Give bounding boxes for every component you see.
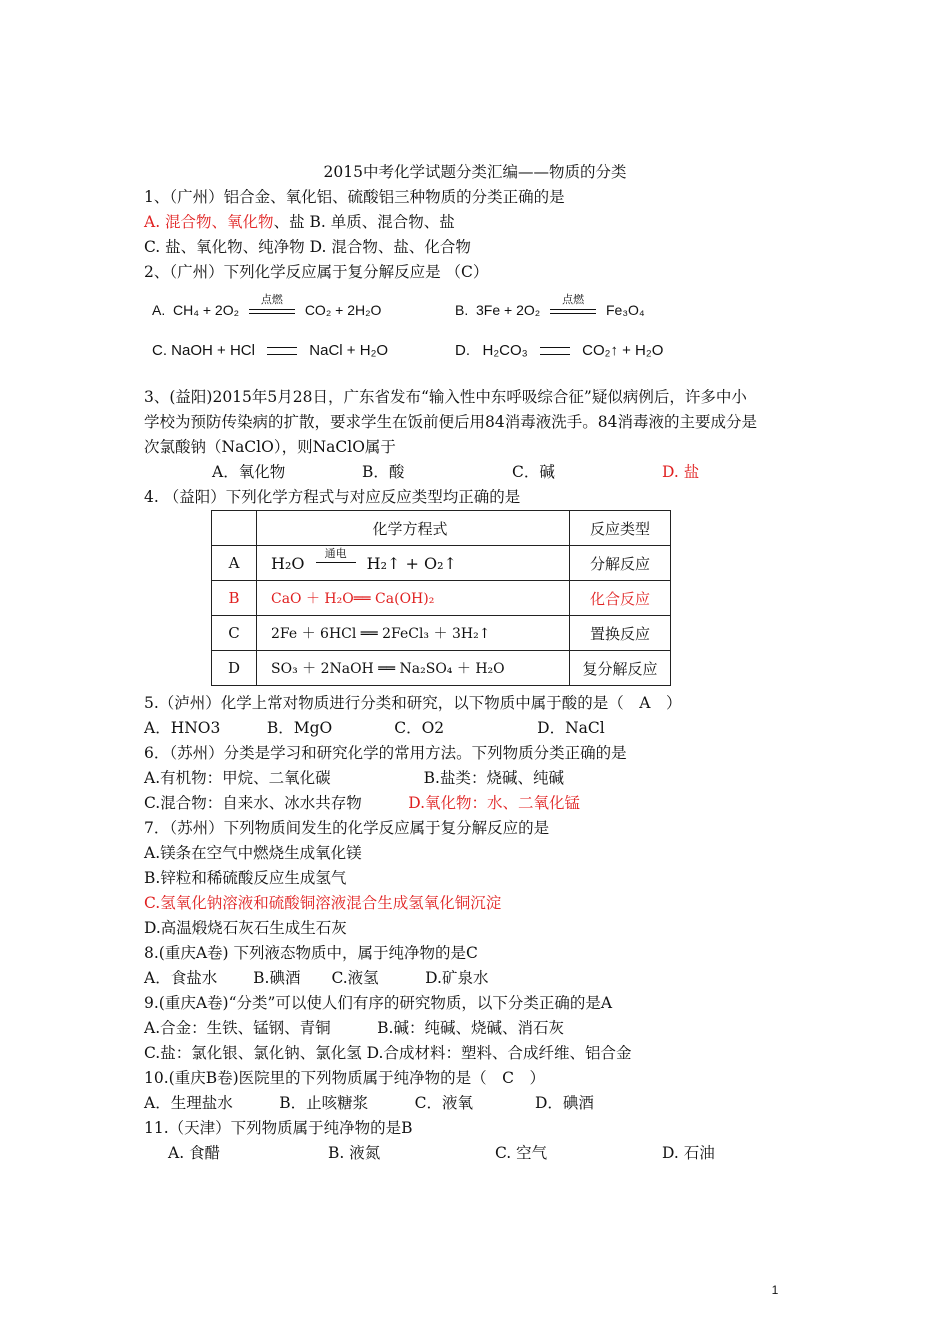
q1-stem: 1、（广州）铝合金、氧化铝、硫酸铝三种物质的分类正确的是 [144, 188, 565, 206]
q11-option-c: C. 空气 [495, 1144, 548, 1162]
q11-stem: 11.（天津）下列物质属于纯净物的是B [144, 1119, 413, 1137]
q2-c-left: NaOH + HCl [171, 342, 255, 359]
row-type: 置换反应 [570, 616, 671, 651]
table-row [212, 616, 671, 651]
q2-a-left: CH₄ + 2O₂ [173, 302, 240, 318]
q2-c-equals [267, 347, 297, 355]
q6-stem: 6．（苏州）分类是学习和研究化学的常用方法。下列物质分类正确的是 [144, 744, 627, 762]
table-header-type: 反应类型 [570, 511, 671, 546]
page-title: 2015中考化学试题分类汇编——物质的分类 [323, 163, 627, 181]
row-equation: 2Fe ＋ 6HCl ══ 2FeCl₃ ＋ 3H₂↑ [257, 616, 570, 651]
row-type: 复分解反应 [570, 651, 671, 686]
q2-d-left: H₂CO₃ [482, 342, 528, 359]
q8-options: A．食盐水 B.碘酒 C.液氢 D.矿泉水 [144, 969, 489, 987]
q2-a-equals [249, 293, 295, 319]
q6-options-line2 [144, 793, 580, 813]
row-a-equals [316, 547, 356, 572]
q9-options-line2: C.盐：氯化银、氯化钠、氯化氢 D.合成材料：塑料、合成纤维、铝合金 [144, 1044, 632, 1062]
q3-option-c: C．碱 [512, 463, 555, 481]
q3-line1: 3、(益阳)2015年5月28日，广东省发布“输入性中东呼吸综合征”疑似病例后，许多中小 [144, 388, 747, 406]
q3-option-d: D. 盐 [662, 463, 700, 481]
q4-table [211, 510, 671, 686]
row-key: B [212, 581, 257, 616]
q3-line2: 学校为预防传染病的扩散，要求学生在饭前便后用84消毒液洗手。84消毒液的主要成分是 [144, 413, 757, 431]
q2-option-b [455, 293, 645, 319]
q2-b-equals [550, 293, 596, 319]
table-row [212, 651, 671, 686]
q4-stem: 4. （益阳）下列化学方程式与对应反应类型均正确的是 [144, 488, 521, 506]
q6-answer-d: D.氧化物：水、二氧化锰 [408, 794, 581, 812]
q2-option-c [152, 342, 388, 359]
q2-d-label: D. [455, 342, 470, 359]
row-key: D [212, 651, 257, 686]
row-equation: CaO ＋ H₂O══ Ca(OH)₂ [257, 581, 570, 616]
row-a-left: H₂O [271, 553, 305, 573]
q7-option-a: A.镁条在空气中燃烧生成氧化镁 [144, 844, 362, 862]
q2-option-a [152, 293, 382, 319]
q2-b-left: 3Fe + 2O₂ [476, 302, 541, 318]
row-type: 分解反应 [570, 546, 671, 581]
q5-stem: 5.（泸州）化学上常对物质进行分类和研究，以下物质中属于酸的是（ A ） [144, 694, 682, 712]
q7-stem: 7．（苏州）下列物质间发生的化学反应属于复分解反应的是 [144, 819, 550, 837]
row-key: A [212, 546, 257, 581]
q6-options-cd: C.混合物：自来水、冰水共存物 [144, 794, 409, 812]
row-a-right: H₂↑ + O₂↑ [366, 553, 457, 573]
q7-option-b: B.锌粒和稀硫酸反应生成氢气 [144, 869, 347, 887]
q2-option-d [455, 342, 663, 359]
row-type: 化合反应 [570, 581, 671, 616]
table-header-equation: 化学方程式 [257, 511, 570, 546]
q2-b-condition: 点燃 [562, 293, 585, 307]
q2-a-condition: 点燃 [260, 293, 283, 307]
row-key: C [212, 616, 257, 651]
q1-options-rest: 、盐 B. 单质、混合物、盐 [273, 213, 455, 231]
q10-stem: 10.(重庆B卷)医院里的下列物质属于纯净物的是（ C ） [144, 1069, 545, 1087]
q11-option-d: D. 石油 [662, 1144, 715, 1162]
q3-option-b: B．酸 [362, 463, 405, 481]
q2-stem: 2、（广州）下列化学反应属于复分解反应是 （C） [144, 263, 489, 281]
q9-stem: 9.(重庆A卷)“分类”可以使人们有序的研究物质，以下分类正确的是A [144, 994, 613, 1012]
q7-option-c: C.氢氧化钠溶液和硫酸铜溶液混合生成氢氧化铜沉淀 [144, 894, 502, 912]
row-a-condition: 通电 [324, 547, 347, 560]
q2-d-equals [540, 347, 570, 355]
q2-a-label: A. [152, 302, 166, 318]
q2-c-right: NaCl + H₂O [309, 342, 389, 359]
q5-options: A．HNO3 B．MgO C．O2 D．NaCl [144, 719, 605, 737]
q9-options-line1: A.合金：生铁、锰钢、青铜 B.碱：纯碱、烧碱、消石灰 [144, 1019, 564, 1037]
q10-options: A．生理盐水 B．止咳糖浆 C．液氧 D．碘酒 [144, 1094, 594, 1112]
q8-stem: 8.(重庆A卷) 下列液态物质中，属于纯净物的是C [144, 944, 478, 962]
q11-option-b: B. 液氮 [328, 1144, 381, 1162]
page-number: 1 [771, 1283, 779, 1297]
q2-b-right: Fe₃O₄ [606, 302, 645, 318]
q7-option-d: D.高温煅烧石灰石生成生石灰 [144, 919, 347, 937]
table-row [212, 546, 671, 581]
q3-line3: 次氯酸钠（NaClO），则NaClO属于 [144, 438, 396, 456]
q1-options-line2: C. 盐、氧化物、纯净物 D. 混合物、盐、化合物 [144, 238, 471, 256]
q2-c-label: C. [152, 342, 167, 359]
q1-answer-a: A. 混合物、氧化物 [144, 213, 274, 231]
table-header-row [212, 511, 671, 546]
row-equation: SO₃ ＋ 2NaOH ══ Na₂SO₄ ＋ H₂O [257, 651, 570, 686]
table-header-key [212, 511, 257, 546]
table-row [212, 581, 671, 616]
q6-options-line1: A.有机物：甲烷、二氧化碳 B.盐类：烧碱、纯碱 [144, 769, 564, 787]
q2-b-label: B. [455, 302, 469, 318]
q11-option-a: A. 食醋 [168, 1144, 221, 1162]
q3-option-a: A．氧化物 [212, 463, 286, 481]
q2-a-right: CO₂ + 2H₂O [304, 302, 382, 318]
q1-options-line1 [144, 212, 455, 232]
q2-d-right: CO₂↑ + H₂O [582, 342, 664, 359]
row-equation [257, 546, 570, 581]
